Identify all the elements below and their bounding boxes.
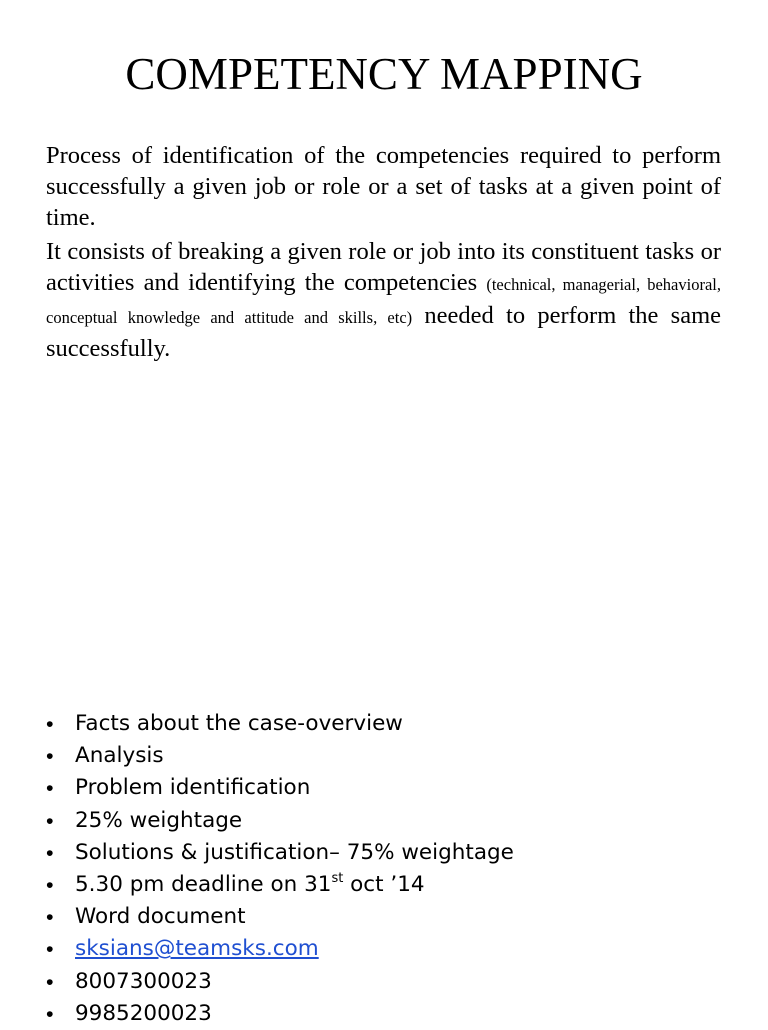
bullet-list (46, 708, 514, 1030)
list-item (46, 740, 514, 772)
deadline-item (46, 869, 514, 901)
bullet-text: Analysis (75, 743, 164, 769)
bullet-icon: • (46, 808, 54, 833)
deadline-ordinal: st (331, 871, 344, 887)
email-item (46, 933, 514, 965)
bullet-text: Solutions & justification– 75% weightage (75, 839, 514, 865)
bullet-icon: • (46, 776, 54, 801)
bullet-icon: • (46, 969, 54, 994)
bullet-icon: • (46, 937, 54, 962)
list-item (46, 805, 514, 837)
list-item (46, 901, 514, 933)
bullet-icon: • (46, 905, 54, 930)
deadline-month: oct ’14 (343, 872, 425, 898)
definition-paragraph: Process of identification of the competencies required to perform successfully a given job or role or a set of tasks at a given point of time. (46, 142, 721, 231)
list-item (46, 837, 514, 869)
description-paragraph (46, 236, 721, 364)
list-item (46, 772, 514, 804)
deadline-text: 5.30 pm deadline on 31 (75, 872, 332, 898)
description-text-main: It consists of breaking a given role or job into its constituent tasks or activities and identifying the competencies (46, 238, 721, 296)
list-item (46, 708, 514, 740)
phone-number: 8007300023 (75, 968, 212, 994)
phone-number: 9985200023 (75, 1000, 212, 1026)
description-text-end: needed to perform the same successfully. (46, 302, 722, 362)
bullet-text: Problem identification (75, 775, 311, 801)
bullet-icon: • (46, 840, 54, 865)
description-text-small: (technical, managerial, behavioral, conceptual knowledge and attitude and skills, etc) (46, 275, 721, 327)
bullet-text: 25% weightage (75, 807, 243, 833)
phone-item (46, 998, 514, 1030)
bullet-icon: • (46, 712, 54, 736)
bullet-text: Facts about the case-overview (75, 711, 403, 736)
bullet-icon: • (46, 1001, 54, 1026)
slide-title: COMPETENCY MAPPING (125, 49, 643, 99)
bullet-icon: • (46, 744, 54, 769)
phone-item (46, 966, 514, 998)
email-link[interactable]: sksians@teamsks.com (75, 936, 319, 962)
bullet-text: Word document (75, 904, 246, 930)
bullet-icon: • (46, 873, 54, 898)
